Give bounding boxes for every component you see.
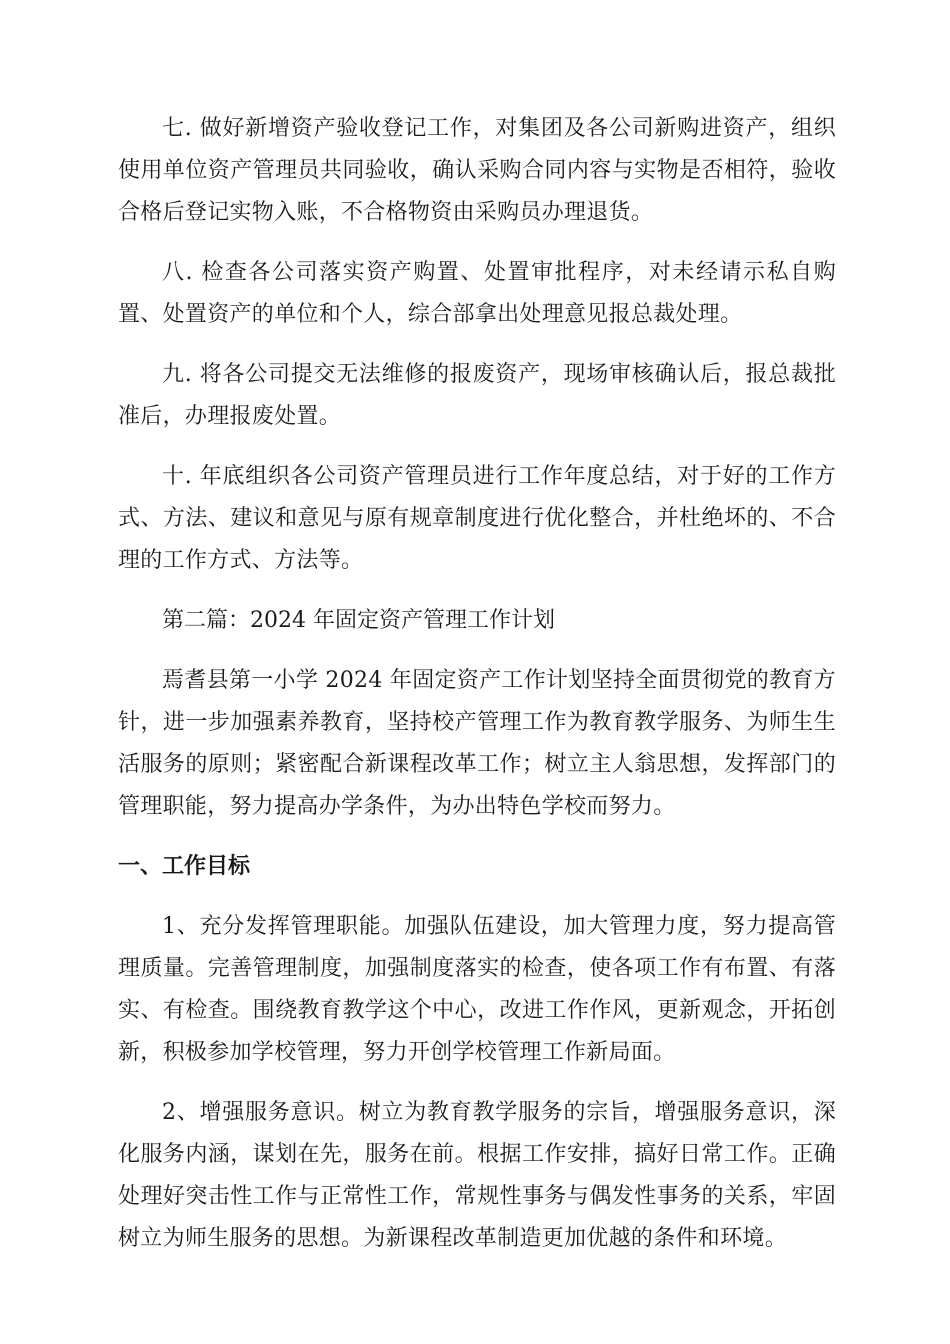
intro-paragraph: 焉耆县第一小学 2024 年固定资产工作计划坚持全面贯彻党的教育方针，进一步加强素养教育，坚持校产管理工作为教育教学服务、为师生生活服务的原则；紧密配合新课程改革工作；树立主人翁思想，发挥部门的管理职能，努力提高办学条件，为办出特色学校而努力。 (118, 668, 836, 819)
paragraph-7: 七. 做好新增资产验收登记工作，对集团及各公司新购进资产，组织使用单位资产管理员共同验收，确认采购合同内容与实物是否相符，验收合格后登记实物入账，不合格物资由采购员办理退货。 (118, 116, 836, 225)
paragraph-8: 八. 检查各公司落实资产购置、处置审批程序，对未经请示私自购置、处置资产的单位和个人，综合部拿出处理意见报总裁处理。 (118, 260, 836, 327)
goal-paragraph-1: 1、充分发挥管理职能。加强队伍建设，加大管理力度，努力提高管理质量。完善管理制度，加强制度落实的检查，使各项工作有布置、有落实、有检查。围绕教育教学这个中心，改进工作作风，更新观念，开拓创新，积极参加学校管理，努力开创学校管理工作新局面。 (118, 914, 836, 1065)
goal-paragraph-2: 2、增强服务意识。树立为教育教学服务的宗旨，增强服务意识，深化服务内涵，谋划在先，服务在前。根据工作安排，搞好日常工作。正确处理好突击性工作与正常性工作，常规性事务与偶发性事务的关系，牢固树立为师生服务的思想。为新课程改革制造更加优越的条件和环境。 (118, 1100, 836, 1251)
document-page (118, 108, 836, 1278)
section-title: 第二篇：2024 年固定资产管理工作计划 (162, 608, 555, 633)
section-heading: 一、工作目标 (118, 854, 251, 879)
paragraph-9: 九. 将各公司提交无法维修的报废资产，现场审核确认后，报总裁批准后，办理报废处置。 (118, 362, 836, 429)
paragraph-10: 十. 年底组织各公司资产管理员进行工作年度总结，对于好的工作方式、方法、建议和意见与原有规章制度进行优化整合，并杜绝坏的、不合理的工作方式、方法等。 (118, 464, 836, 573)
